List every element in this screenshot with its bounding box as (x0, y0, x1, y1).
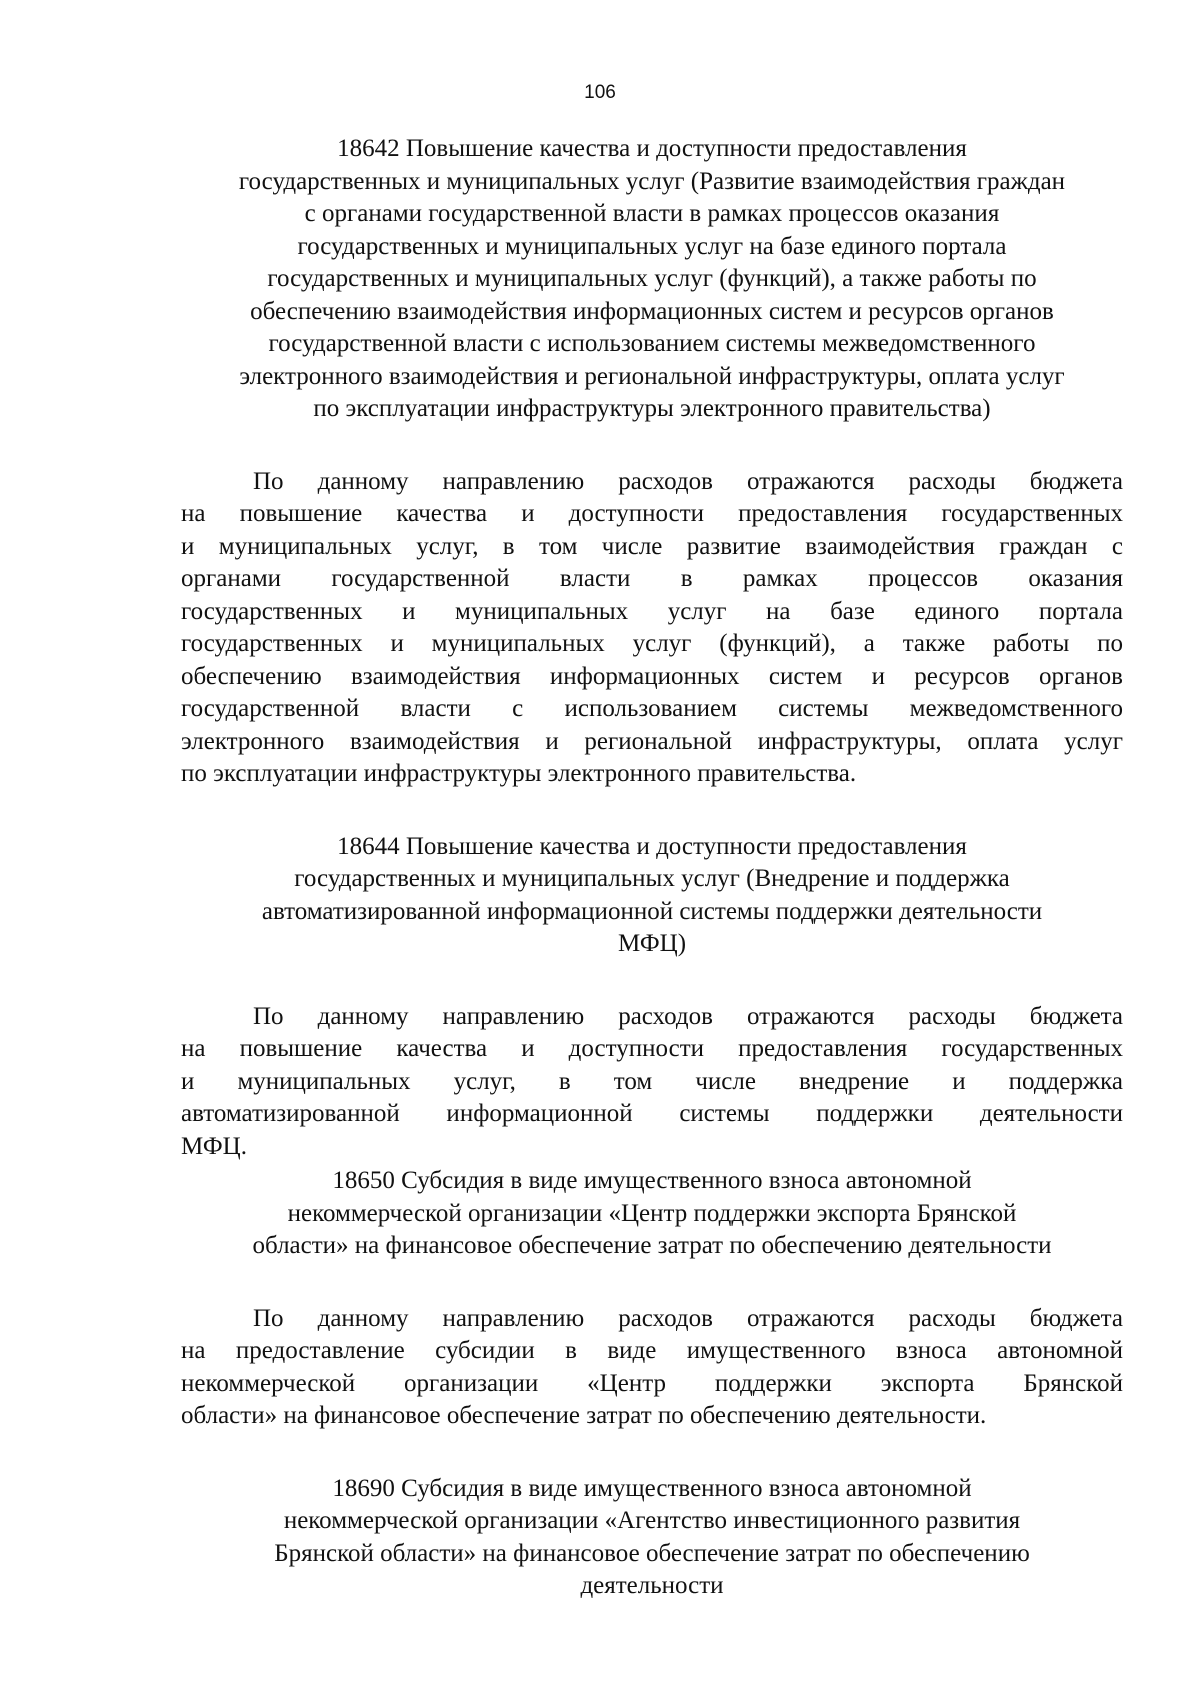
body-line: на предоставление субсидии в виде имущественного взноса автономной (181, 1337, 1123, 1364)
body-line: на повышение качества и доступности предоставления государственных (181, 500, 1123, 527)
section-body-18642 (181, 466, 1123, 791)
body-line: по эксплуатации инфраструктуры электронного правительства. (181, 760, 857, 787)
heading-line: 18642 Повышение качества и доступности предоставления (337, 135, 967, 162)
heading-line: государственных и муниципальных услуг (Внедрение и поддержка (294, 865, 1010, 892)
page-number: 106 (584, 82, 616, 103)
body-line: органами государственной власти в рамках процессов оказания (181, 565, 1123, 592)
body-line: автоматизированной информационной системы поддержки деятельности (181, 1100, 1123, 1127)
body-line: государственной власти с использованием системы межведомственного (181, 695, 1123, 722)
heading-line: по эксплуатации инфраструктуры электронного правительства) (313, 395, 991, 422)
heading-line: обеспечению взаимодействия информационных систем и ресурсов органов (250, 297, 1054, 325)
body-line: обеспечению взаимодействия информационных систем и ресурсов органов (181, 662, 1123, 690)
body-line: государственных и муниципальных услуг на базе единого портала (181, 597, 1123, 625)
section-body-18650 (181, 1303, 1123, 1433)
heading-line: 18644 Повышение качества и доступности предоставления (337, 832, 967, 860)
body-line: По данному направлению расходов отражаются расходы бюджета (253, 1002, 1123, 1030)
heading-line: некоммерческой организации «Агентство инвестиционного развития (283, 1507, 1021, 1534)
heading-line: автоматизированной информационной системы поддержки деятельности (261, 897, 1043, 925)
heading-line: с органами государственной власти в рамках процессов оказания (304, 200, 1000, 227)
heading-line: электронного взаимодействия и региональной инфраструктуры, оплата услуг (239, 362, 1065, 390)
body-line: По данному направлению расходов отражаются расходы бюджета (253, 467, 1123, 495)
heading-line: государственной власти с использованием системы межведомственного (268, 330, 1036, 357)
section-heading-18690 (181, 1473, 1123, 1603)
body-line: электронного взаимодействия и региональной инфраструктуры, оплата услуг (181, 727, 1123, 755)
body-line: области» на финансовое обеспечение затрат по обеспечению деятельности. (181, 1402, 987, 1429)
section-body-18644 (181, 1001, 1123, 1164)
heading-line: государственных и муниципальных услуг на базе единого портала (297, 232, 1007, 260)
section-heading-18644 (181, 831, 1123, 961)
heading-line: государственных и муниципальных услуг (Развитие взаимодействия граждан (238, 167, 1066, 195)
body-line: некоммерческой организации «Центр поддержки экспорта Брянской (181, 1369, 1123, 1397)
body-line: на повышение качества и доступности предоставления государственных (181, 1035, 1123, 1062)
section-heading-18642 (181, 133, 1123, 426)
body-line: и муниципальных услуг, в том числе внедрение и поддержка (181, 1067, 1123, 1095)
heading-line: 18650 Субсидия в виде имущественного взноса автономной (332, 1167, 972, 1194)
body-line: и муниципальных услуг, в том числе развитие взаимодействия граждан с (181, 532, 1123, 560)
section-heading-18650 (181, 1165, 1123, 1263)
document-body (181, 133, 1123, 1603)
heading-line: 18690 Субсидия в виде имущественного взноса автономной (332, 1474, 972, 1502)
heading-line: некоммерческой организации «Центр поддержки экспорта Брянской (287, 1199, 1017, 1227)
heading-line: области» на финансовое обеспечение затрат по обеспечению деятельности (252, 1232, 1052, 1259)
heading-line: деятельности (580, 1572, 724, 1599)
heading-line: МФЦ) (617, 930, 687, 957)
heading-line: Брянской области» на финансовое обеспечение затрат по обеспечению (274, 1539, 1030, 1567)
body-line: По данному направлению расходов отражаются расходы бюджета (253, 1304, 1123, 1332)
body-line: государственных и муниципальных услуг (функций), а также работы по (181, 630, 1123, 657)
heading-line: государственных и муниципальных услуг (функций), а также работы по (267, 265, 1037, 292)
body-line: МФЦ. (181, 1132, 247, 1160)
